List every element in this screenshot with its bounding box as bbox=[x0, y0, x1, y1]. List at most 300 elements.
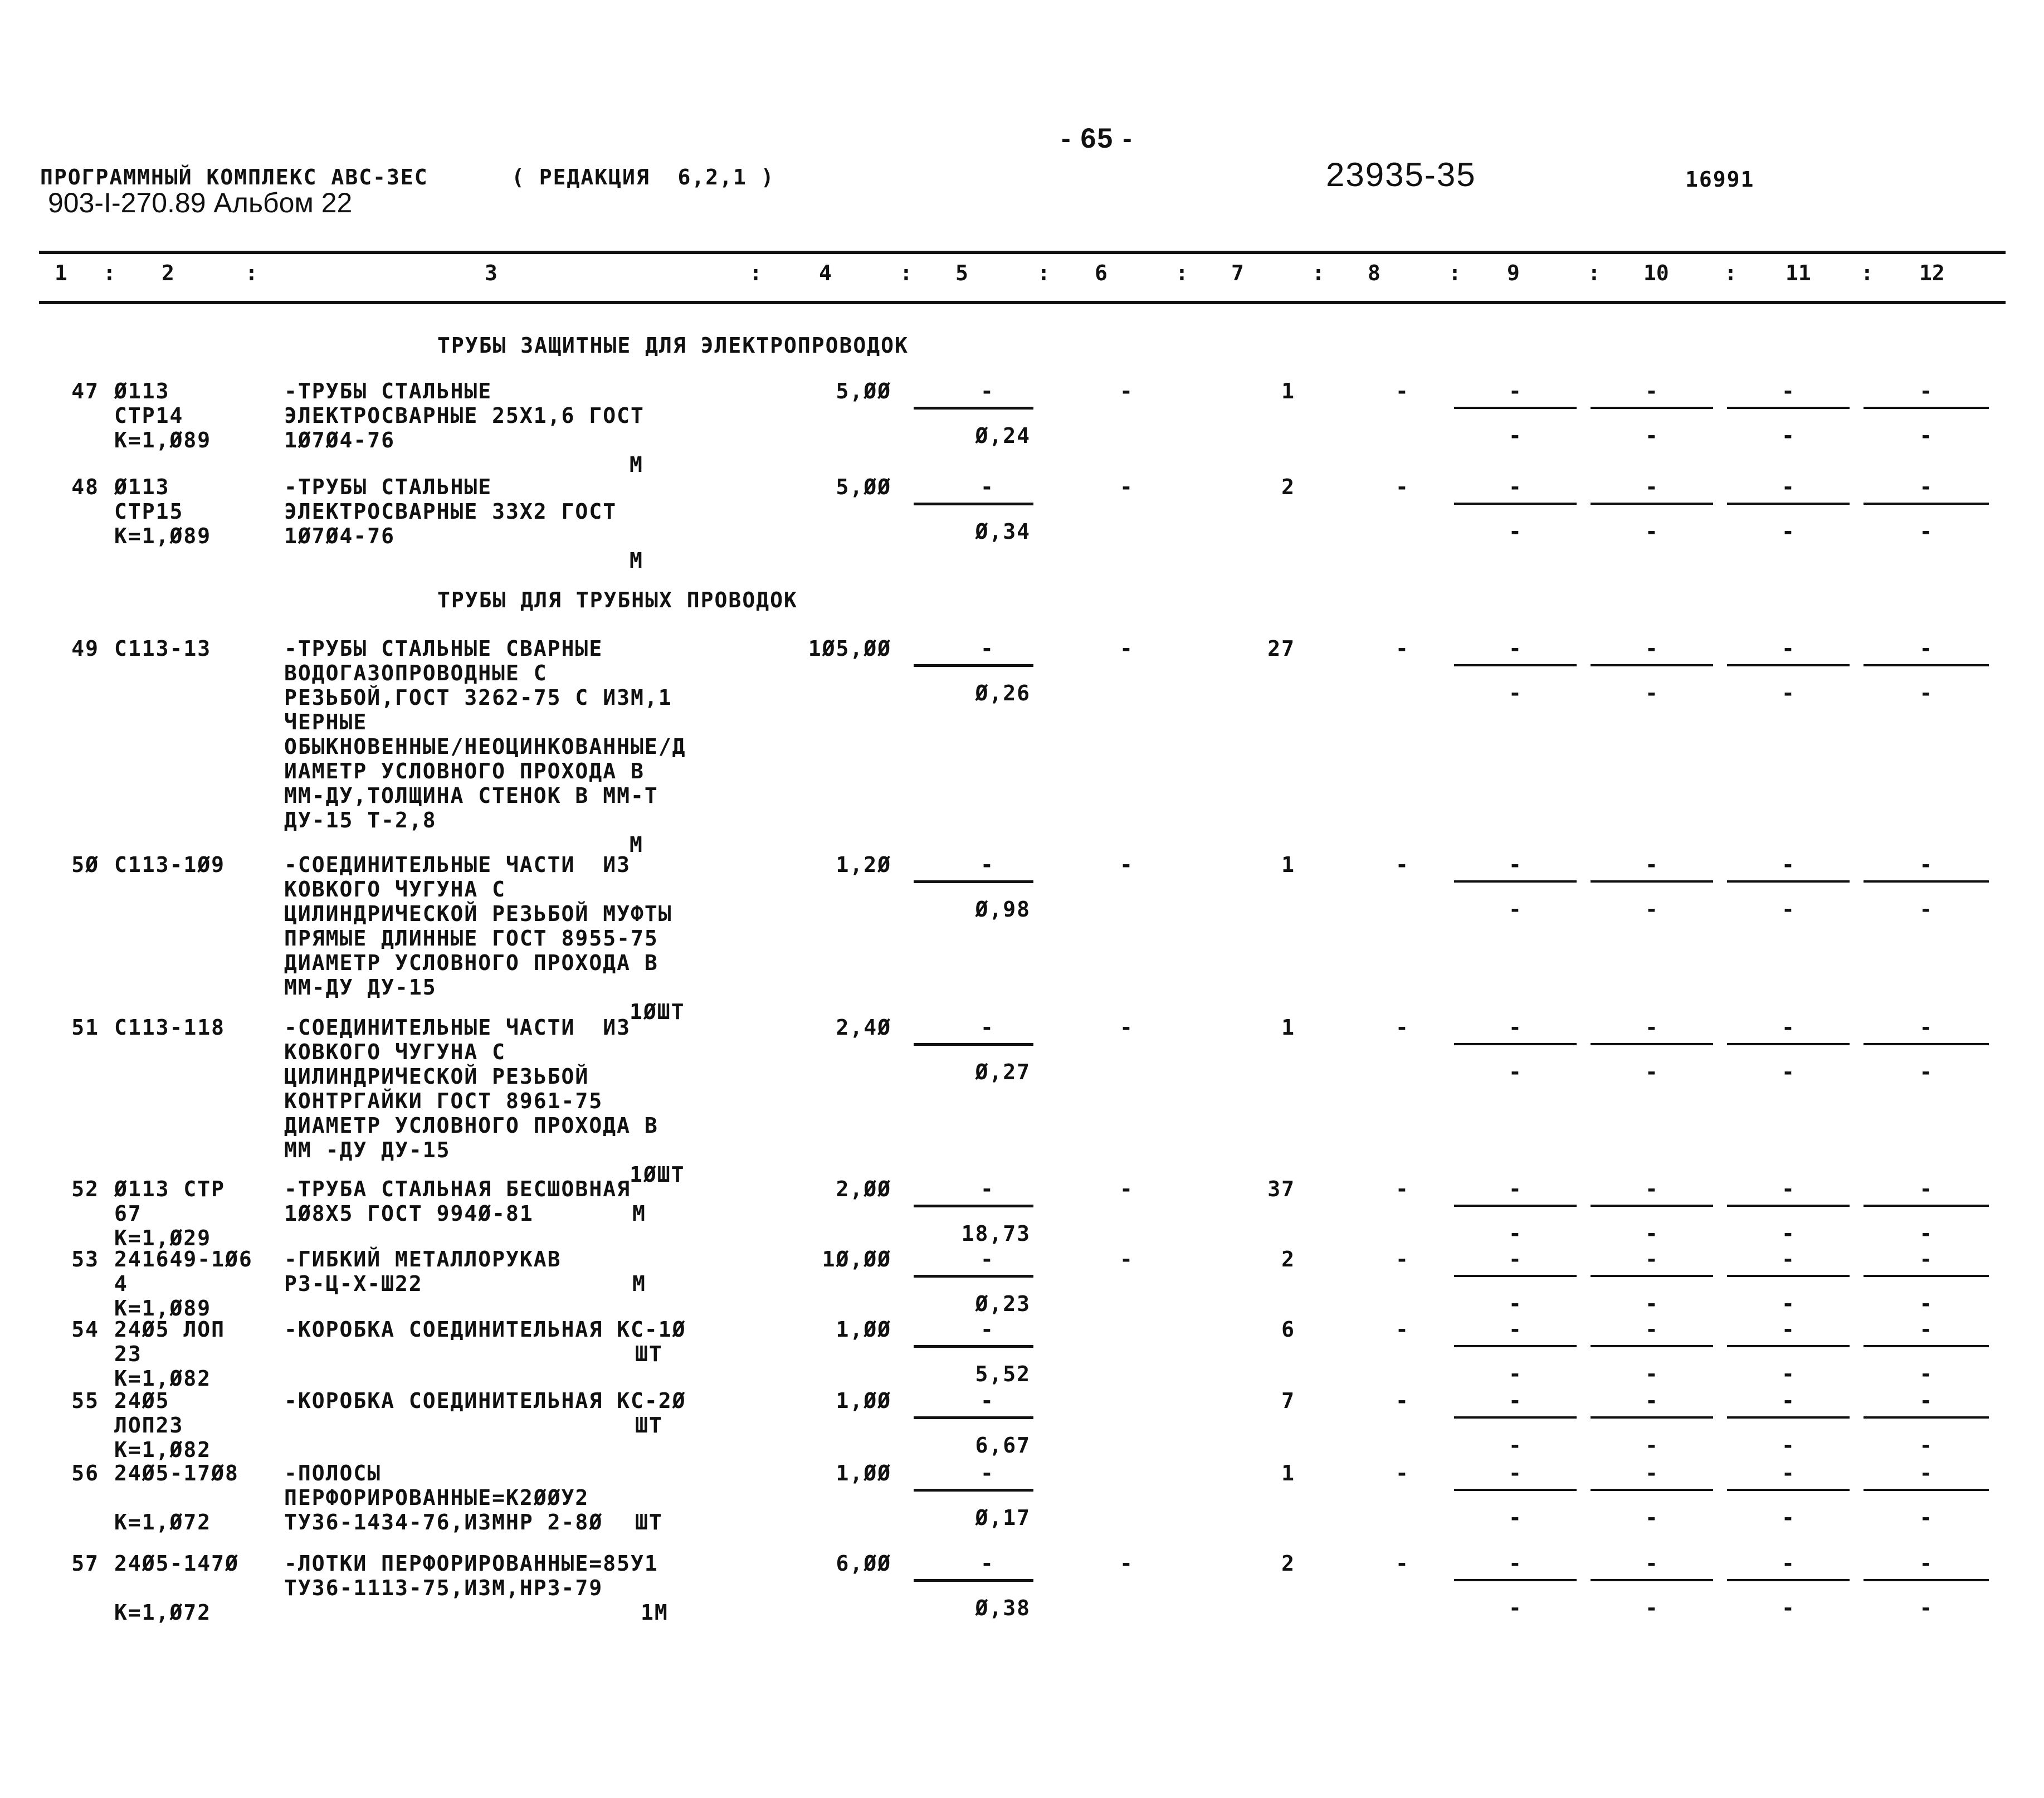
row-col10-bottom: - bbox=[1645, 1221, 1659, 1246]
fraction-line bbox=[1591, 407, 1713, 409]
row-col9-top: - bbox=[1509, 1015, 1523, 1040]
section-title-pipe-lines: ТРУБЫ ДЛЯ ТРУБНЫХ ПРОВОДОК bbox=[437, 588, 798, 612]
row-description: -ТРУБА СТАЛЬНАЯ БЕСШОВНАЯ bbox=[284, 1177, 631, 1201]
row-description: -КОРОБКА СОЕДИНИТЕЛЬНАЯ КС-2Ø bbox=[284, 1388, 686, 1413]
row-description: -ТРУБЫ СТАЛЬНЫЕ bbox=[284, 475, 492, 499]
row-description: ММ-ДУ,ТОЛЩИНА СТЕНОК В ММ-Т bbox=[284, 783, 658, 808]
row-col11-bottom: - bbox=[1782, 1362, 1796, 1386]
fraction-line bbox=[1727, 1275, 1850, 1277]
row-code: 24Ø5-147Ø bbox=[114, 1551, 239, 1576]
column-separator: : bbox=[1448, 261, 1461, 285]
row-description: ЭЛЕКТРОСВАРНЫЕ 33Х2 ГОСТ bbox=[284, 499, 617, 524]
row-description: ЦИЛИНДРИЧЕСКОЙ РЕЗЬБОЙ МУФТЫ bbox=[284, 902, 672, 926]
column-number: 1 bbox=[55, 261, 67, 285]
row-col9-bottom: - bbox=[1509, 681, 1523, 705]
row-col7: 2 bbox=[1281, 475, 1295, 499]
row-col10-bottom: - bbox=[1645, 1596, 1659, 1620]
row-quantity: 5,ØØ bbox=[836, 379, 891, 403]
fraction-line bbox=[1591, 1205, 1713, 1207]
row-col11-top: - bbox=[1782, 1388, 1796, 1413]
fraction-line bbox=[1863, 503, 1989, 505]
row-col6: - bbox=[1120, 1551, 1134, 1576]
row-col11-bottom: - bbox=[1782, 1221, 1796, 1246]
row-col11-bottom: - bbox=[1782, 897, 1796, 922]
row-col11-top: - bbox=[1782, 1461, 1796, 1485]
row-col12-top: - bbox=[1919, 475, 1934, 499]
row-unit: 1М bbox=[641, 1600, 669, 1625]
row-col12-top: - bbox=[1919, 852, 1934, 877]
fraction-line bbox=[1727, 1043, 1850, 1045]
fraction-line bbox=[914, 1579, 1033, 1582]
row-number: 48 bbox=[71, 475, 99, 499]
row-col12-top: - bbox=[1919, 1247, 1934, 1271]
row-col5-top: - bbox=[980, 1247, 994, 1271]
header-rule-bottom bbox=[39, 301, 2006, 304]
column-number: 6 bbox=[1095, 261, 1108, 285]
fraction-line bbox=[1727, 407, 1850, 409]
row-col7: 1 bbox=[1281, 1461, 1295, 1485]
row-col6: - bbox=[1120, 1177, 1134, 1201]
row-unit: М bbox=[632, 1201, 646, 1226]
row-col7: 7 bbox=[1281, 1388, 1295, 1413]
row-description: ЧЕРНЫЕ bbox=[284, 710, 368, 734]
row-col8: - bbox=[1396, 1551, 1409, 1576]
row-col11-top: - bbox=[1782, 1177, 1796, 1201]
row-col5-top: - bbox=[980, 475, 994, 499]
row-col12-bottom: - bbox=[1919, 519, 1934, 544]
fraction-line bbox=[1454, 503, 1577, 505]
row-code: 67 bbox=[114, 1201, 142, 1226]
row-col7: 27 bbox=[1267, 636, 1295, 661]
row-col9-bottom: - bbox=[1509, 1221, 1523, 1246]
column-separator: : bbox=[749, 261, 762, 285]
fraction-line bbox=[1591, 1345, 1713, 1347]
row-col5-bottom: Ø,26 bbox=[975, 681, 1031, 705]
fraction-line bbox=[914, 1345, 1033, 1348]
row-quantity: 1,2Ø bbox=[836, 852, 891, 877]
fraction-line bbox=[1454, 407, 1577, 409]
row-number: 5Ø bbox=[71, 852, 99, 877]
row-unit: 1ØШТ bbox=[630, 1162, 685, 1187]
row-unit: ШТ bbox=[635, 1413, 663, 1438]
program-title: ПРОГРАММНЫЙ КОМПЛЕКС АВС-ЗЕС bbox=[40, 165, 428, 189]
row-col10-top: - bbox=[1645, 1177, 1659, 1201]
fraction-line bbox=[914, 1043, 1033, 1046]
row-col5-top: - bbox=[980, 852, 994, 877]
row-col12-bottom: - bbox=[1919, 1292, 1934, 1316]
fraction-line bbox=[1727, 1416, 1850, 1419]
row-unit: 1ØШТ bbox=[630, 1000, 685, 1024]
row-col7: 1 bbox=[1281, 379, 1295, 403]
fraction-line bbox=[1591, 1416, 1713, 1419]
row-col10-top: - bbox=[1645, 1551, 1659, 1576]
fraction-line bbox=[1727, 1489, 1850, 1491]
row-col10-top: - bbox=[1645, 1317, 1659, 1342]
row-col6: - bbox=[1120, 1015, 1134, 1040]
row-col5-top: - bbox=[980, 1317, 994, 1342]
row-col12-bottom: - bbox=[1919, 423, 1934, 448]
column-separator: : bbox=[1312, 261, 1325, 285]
row-col9-top: - bbox=[1509, 1317, 1523, 1342]
row-quantity: 2,ØØ bbox=[836, 1177, 891, 1201]
row-col5-top: - bbox=[980, 1388, 994, 1413]
row-col12-top: - bbox=[1919, 1177, 1934, 1201]
row-quantity: 5,ØØ bbox=[836, 475, 891, 499]
fraction-line bbox=[1454, 1416, 1577, 1419]
row-code: К=1,Ø89 bbox=[114, 428, 212, 452]
row-number: 54 bbox=[71, 1317, 99, 1342]
fraction-line bbox=[1863, 1345, 1989, 1347]
fraction-line bbox=[914, 1416, 1033, 1419]
row-col9-bottom: - bbox=[1509, 897, 1523, 922]
row-col9-bottom: - bbox=[1509, 1362, 1523, 1386]
column-number: 3 bbox=[485, 261, 497, 285]
fraction-line bbox=[1454, 1043, 1577, 1045]
fraction-line bbox=[914, 1275, 1033, 1278]
row-col8: - bbox=[1396, 1177, 1409, 1201]
fraction-line bbox=[1727, 503, 1850, 505]
row-code: К=1,Ø72 bbox=[114, 1510, 212, 1534]
column-number: 8 bbox=[1368, 261, 1380, 285]
row-col7: 1 bbox=[1281, 852, 1295, 877]
fraction-line bbox=[1863, 1489, 1989, 1491]
row-col5-bottom: Ø,98 bbox=[975, 897, 1031, 922]
row-col9-bottom: - bbox=[1509, 1433, 1523, 1458]
row-col9-bottom: - bbox=[1509, 423, 1523, 448]
fraction-line bbox=[1863, 407, 1989, 409]
row-description: ВОДОГАЗОПРОВОДНЫЕ С bbox=[284, 661, 548, 685]
row-col8: - bbox=[1396, 1317, 1409, 1342]
row-col6: - bbox=[1120, 636, 1134, 661]
fraction-line bbox=[1727, 1345, 1850, 1347]
fraction-line bbox=[1454, 1205, 1577, 1207]
row-description: ДУ-15 Т-2,8 bbox=[284, 808, 437, 832]
row-code: К=1,Ø82 bbox=[114, 1366, 212, 1391]
row-description: ИАМЕТР УСЛОВНОГО ПРОХОДА В bbox=[284, 759, 645, 783]
row-unit: М bbox=[630, 452, 643, 477]
fraction-line bbox=[1863, 1579, 1989, 1581]
column-separator: : bbox=[103, 261, 116, 285]
row-col11-top: - bbox=[1782, 852, 1796, 877]
row-col7: 37 bbox=[1267, 1177, 1295, 1201]
row-col11-bottom: - bbox=[1782, 1060, 1796, 1084]
column-separator: : bbox=[1037, 261, 1050, 285]
row-description: 1Ø7Ø4-76 bbox=[284, 428, 396, 452]
row-col10-top: - bbox=[1645, 852, 1659, 877]
row-quantity: 1,ØØ bbox=[836, 1461, 891, 1485]
edition-label: ( РЕДАКЦИЯ 6,2,1 ) bbox=[511, 165, 775, 189]
row-col12-top: - bbox=[1919, 636, 1934, 661]
row-col8: - bbox=[1396, 1015, 1409, 1040]
fraction-line bbox=[1863, 1205, 1989, 1207]
fraction-line bbox=[1591, 664, 1713, 666]
row-col9-top: - bbox=[1509, 1551, 1523, 1576]
row-col7: 2 bbox=[1281, 1247, 1295, 1271]
row-col5-top: - bbox=[980, 1551, 994, 1576]
column-separator: : bbox=[245, 261, 258, 285]
fraction-line bbox=[914, 880, 1033, 883]
column-separator: : bbox=[1175, 261, 1188, 285]
row-col12-bottom: - bbox=[1919, 681, 1934, 705]
row-col11-top: - bbox=[1782, 1551, 1796, 1576]
row-description: ЭЛЕКТРОСВАРНЫЕ 25Х1,6 ГОСТ bbox=[284, 403, 645, 428]
row-col9-top: - bbox=[1509, 1388, 1523, 1413]
fraction-line bbox=[1454, 1489, 1577, 1491]
row-col12-top: - bbox=[1919, 1388, 1934, 1413]
row-col10-top: - bbox=[1645, 1247, 1659, 1271]
row-number: 55 bbox=[71, 1388, 99, 1413]
row-code: 24Ø5-17Ø8 bbox=[114, 1461, 239, 1485]
row-col5-top: - bbox=[980, 1177, 994, 1201]
row-code: 24Ø5 ЛОП bbox=[114, 1317, 226, 1342]
row-col12-top: - bbox=[1919, 1551, 1934, 1576]
fraction-line bbox=[1454, 1275, 1577, 1277]
row-code: Ø113 bbox=[114, 379, 170, 403]
row-description: РЕЗЬБОЙ,ГОСТ 3262-75 С ИЗМ,1 bbox=[284, 685, 672, 710]
row-col12-top: - bbox=[1919, 1317, 1934, 1342]
row-col5-top: - bbox=[980, 379, 994, 403]
row-number: 49 bbox=[71, 636, 99, 661]
row-description: ЦИЛИНДРИЧЕСКОЙ РЕЗЬБОЙ bbox=[284, 1064, 589, 1089]
row-col12-top: - bbox=[1919, 379, 1934, 403]
column-separator: : bbox=[1861, 261, 1874, 285]
row-col10-bottom: - bbox=[1645, 681, 1659, 705]
row-code: 24Ø5 bbox=[114, 1388, 170, 1413]
row-col6: - bbox=[1120, 379, 1134, 403]
row-col11-top: - bbox=[1782, 636, 1796, 661]
row-description: ММ -ДУ ДУ-15 bbox=[284, 1138, 451, 1162]
row-col12-top: - bbox=[1919, 1015, 1934, 1040]
row-col10-bottom: - bbox=[1645, 423, 1659, 448]
row-description: КОВКОГО ЧУГУНА С bbox=[284, 1040, 506, 1064]
row-col10-top: - bbox=[1645, 379, 1659, 403]
row-code: ЛОП23 bbox=[114, 1413, 184, 1438]
row-description: ПРЯМЫЕ ДЛИННЫЕ ГОСТ 8955-75 bbox=[284, 926, 658, 951]
row-col12-top: - bbox=[1919, 1461, 1934, 1485]
page-code: 16991 bbox=[1685, 167, 1755, 192]
row-col9-bottom: - bbox=[1509, 519, 1523, 544]
fraction-line bbox=[914, 664, 1033, 667]
row-col8: - bbox=[1396, 1247, 1409, 1271]
row-description: -КОРОБКА СОЕДИНИТЕЛЬНАЯ КС-1Ø bbox=[284, 1317, 686, 1342]
row-code: К=1,Ø29 bbox=[114, 1226, 212, 1250]
row-quantity: 1Ø5,ØØ bbox=[808, 636, 891, 661]
row-description: КОВКОГО ЧУГУНА С bbox=[284, 877, 506, 902]
row-code: К=1,Ø82 bbox=[114, 1438, 212, 1462]
row-col11-top: - bbox=[1782, 475, 1796, 499]
row-col5-bottom: Ø,27 bbox=[975, 1060, 1031, 1084]
row-col8: - bbox=[1396, 852, 1409, 877]
fraction-line bbox=[1454, 664, 1577, 666]
row-code: СТР15 bbox=[114, 499, 184, 524]
row-col12-bottom: - bbox=[1919, 1505, 1934, 1530]
row-col9-top: - bbox=[1509, 1247, 1523, 1271]
row-description: ДИАМЕТР УСЛОВНОГО ПРОХОДА В bbox=[284, 1113, 658, 1138]
row-col11-bottom: - bbox=[1782, 1505, 1796, 1530]
column-separator: : bbox=[1588, 261, 1601, 285]
fraction-line bbox=[914, 1205, 1033, 1207]
row-description: Р3-Ц-Х-Ш22 bbox=[284, 1271, 423, 1296]
row-col10-top: - bbox=[1645, 1388, 1659, 1413]
row-description: КОНТРГАЙКИ ГОСТ 8961-75 bbox=[284, 1089, 603, 1113]
fraction-line bbox=[1727, 880, 1850, 883]
fraction-line bbox=[1454, 1579, 1577, 1581]
row-description: ДИАМЕТР УСЛОВНОГО ПРОХОДА В bbox=[284, 951, 658, 975]
row-col12-bottom: - bbox=[1919, 1060, 1934, 1084]
column-number: 5 bbox=[955, 261, 968, 285]
row-col12-bottom: - bbox=[1919, 1433, 1934, 1458]
column-separator: : bbox=[900, 261, 913, 285]
row-col10-top: - bbox=[1645, 636, 1659, 661]
row-code: С113-1Ø9 bbox=[114, 852, 226, 877]
row-col9-bottom: - bbox=[1509, 1292, 1523, 1316]
row-code: Ø113 СТР bbox=[114, 1177, 226, 1201]
fraction-line bbox=[1454, 1345, 1577, 1347]
row-col8: - bbox=[1396, 1461, 1409, 1485]
row-unit: ШТ bbox=[635, 1510, 663, 1534]
row-col8: - bbox=[1396, 636, 1409, 661]
row-col11-bottom: - bbox=[1782, 423, 1796, 448]
row-code: Ø113 bbox=[114, 475, 170, 499]
fraction-line bbox=[1591, 503, 1713, 505]
row-col5-bottom: Ø,24 bbox=[975, 423, 1031, 448]
row-description: ПЕРФОРИРОВАННЫЕ=К2ØØУ2 bbox=[284, 1485, 589, 1510]
row-col7: 2 bbox=[1281, 1551, 1295, 1576]
row-description: -СОЕДИНИТЕЛЬНЫЕ ЧАСТИ ИЗ bbox=[284, 852, 631, 877]
row-col9-top: - bbox=[1509, 379, 1523, 403]
row-col11-bottom: - bbox=[1782, 1596, 1796, 1620]
row-description: -СОЕДИНИТЕЛЬНЫЕ ЧАСТИ ИЗ bbox=[284, 1015, 631, 1040]
row-code: 241649-1Ø6 bbox=[114, 1247, 253, 1271]
row-code: СТР14 bbox=[114, 403, 184, 428]
row-unit: ШТ bbox=[635, 1342, 663, 1366]
row-code: С113-118 bbox=[114, 1015, 226, 1040]
row-description: -ТРУБЫ СТАЛЬНЫЕ bbox=[284, 379, 492, 403]
fraction-line bbox=[1863, 1416, 1989, 1419]
row-quantity: 1Ø,ØØ bbox=[822, 1247, 891, 1271]
row-col7: 1 bbox=[1281, 1015, 1295, 1040]
page-number: - 65 - bbox=[1061, 123, 1133, 154]
row-quantity: 1,ØØ bbox=[836, 1317, 891, 1342]
row-description: -ГИБКИЙ МЕТАЛЛОРУКАВ bbox=[284, 1247, 562, 1271]
column-number: 2 bbox=[162, 261, 174, 285]
fraction-line bbox=[914, 503, 1033, 505]
row-col8: - bbox=[1396, 1388, 1409, 1413]
row-col10-bottom: - bbox=[1645, 1362, 1659, 1386]
row-col9-bottom: - bbox=[1509, 1596, 1523, 1620]
row-code: С113-13 bbox=[114, 636, 212, 661]
row-col10-bottom: - bbox=[1645, 1060, 1659, 1084]
fraction-line bbox=[1727, 1205, 1850, 1207]
fraction-line bbox=[1863, 1043, 1989, 1045]
fraction-line bbox=[1454, 880, 1577, 883]
fraction-line bbox=[1863, 1275, 1989, 1277]
fraction-line bbox=[1591, 1043, 1713, 1045]
row-description: -ЛОТКИ ПЕРФОРИРОВАННЫЕ=85У1 bbox=[284, 1551, 658, 1576]
row-col10-top: - bbox=[1645, 1461, 1659, 1485]
row-number: 57 bbox=[71, 1551, 99, 1576]
fraction-line bbox=[914, 407, 1033, 410]
row-quantity: 2,4Ø bbox=[836, 1015, 891, 1040]
fraction-line bbox=[1591, 880, 1713, 883]
column-number: 4 bbox=[819, 261, 832, 285]
row-description: ТУ36-1434-76,ИЗМНР 2-8Ø bbox=[284, 1510, 603, 1534]
row-col6: - bbox=[1120, 475, 1134, 499]
row-col11-top: - bbox=[1782, 379, 1796, 403]
row-col5-bottom: 18,73 bbox=[961, 1221, 1031, 1246]
row-col5-bottom: Ø,23 bbox=[975, 1292, 1031, 1316]
row-col12-bottom: - bbox=[1919, 1362, 1934, 1386]
row-col9-bottom: - bbox=[1509, 1505, 1523, 1530]
row-col9-top: - bbox=[1509, 1177, 1523, 1201]
row-number: 56 bbox=[71, 1461, 99, 1485]
row-number: 47 bbox=[71, 379, 99, 403]
project-album: 903-I-270.89 Альбом 22 bbox=[48, 187, 353, 218]
section-title-protective-pipes: ТРУБЫ ЗАЩИТНЫЕ ДЛЯ ЭЛЕКТРОПРОВОДОК bbox=[437, 333, 909, 358]
row-code: К=1,Ø89 bbox=[114, 524, 212, 548]
row-number: 53 bbox=[71, 1247, 99, 1271]
fraction-line bbox=[1727, 664, 1850, 666]
row-col11-bottom: - bbox=[1782, 1292, 1796, 1316]
fraction-line bbox=[1863, 664, 1989, 666]
fraction-line bbox=[1727, 1579, 1850, 1581]
row-description: 1Ø7Ø4-76 bbox=[284, 524, 396, 548]
row-col9-top: - bbox=[1509, 1461, 1523, 1485]
row-col10-bottom: - bbox=[1645, 1433, 1659, 1458]
fraction-line bbox=[1591, 1275, 1713, 1277]
row-unit: М bbox=[630, 832, 643, 857]
row-code: К=1,Ø72 bbox=[114, 1600, 212, 1625]
row-code: 4 bbox=[114, 1271, 128, 1296]
row-col10-bottom: - bbox=[1645, 519, 1659, 544]
fraction-line bbox=[1863, 880, 1989, 883]
row-col11-top: - bbox=[1782, 1247, 1796, 1271]
row-col5-bottom: Ø,38 bbox=[975, 1596, 1031, 1620]
row-col9-top: - bbox=[1509, 475, 1523, 499]
row-col10-top: - bbox=[1645, 1015, 1659, 1040]
row-unit: М bbox=[630, 548, 643, 573]
row-col10-bottom: - bbox=[1645, 1292, 1659, 1316]
row-col5-top: - bbox=[980, 1461, 994, 1485]
row-col6: - bbox=[1120, 1247, 1134, 1271]
row-col9-top: - bbox=[1509, 852, 1523, 877]
row-quantity: 6,ØØ bbox=[836, 1551, 891, 1576]
row-quantity: 1,ØØ bbox=[836, 1388, 891, 1413]
row-col5-top: - bbox=[980, 636, 994, 661]
header-rule-top bbox=[39, 251, 2006, 254]
row-col7: 6 bbox=[1281, 1317, 1295, 1342]
row-col5-bottom: 5,52 bbox=[975, 1362, 1031, 1386]
column-number: 10 bbox=[1643, 261, 1669, 285]
row-description: -ТРУБЫ СТАЛЬНЫЕ СВАРНЫЕ bbox=[284, 636, 603, 661]
row-col6: - bbox=[1120, 852, 1134, 877]
column-number: 7 bbox=[1231, 261, 1244, 285]
row-col11-bottom: - bbox=[1782, 681, 1796, 705]
row-col5-bottom: 6,67 bbox=[975, 1433, 1031, 1458]
row-col10-bottom: - bbox=[1645, 1505, 1659, 1530]
row-col8: - bbox=[1396, 379, 1409, 403]
row-col8: - bbox=[1396, 475, 1409, 499]
row-description: 1Ø8Х5 ГОСТ 994Ø-81 bbox=[284, 1201, 534, 1226]
row-number: 51 bbox=[71, 1015, 99, 1040]
row-col5-bottom: Ø,34 bbox=[975, 519, 1031, 544]
row-col12-bottom: - bbox=[1919, 1221, 1934, 1246]
row-col12-bottom: - bbox=[1919, 1596, 1934, 1620]
row-col5-bottom: Ø,17 bbox=[975, 1505, 1031, 1530]
row-code: К=1,Ø89 bbox=[114, 1296, 212, 1321]
column-number: 11 bbox=[1786, 261, 1811, 285]
fraction-line bbox=[1591, 1489, 1713, 1491]
